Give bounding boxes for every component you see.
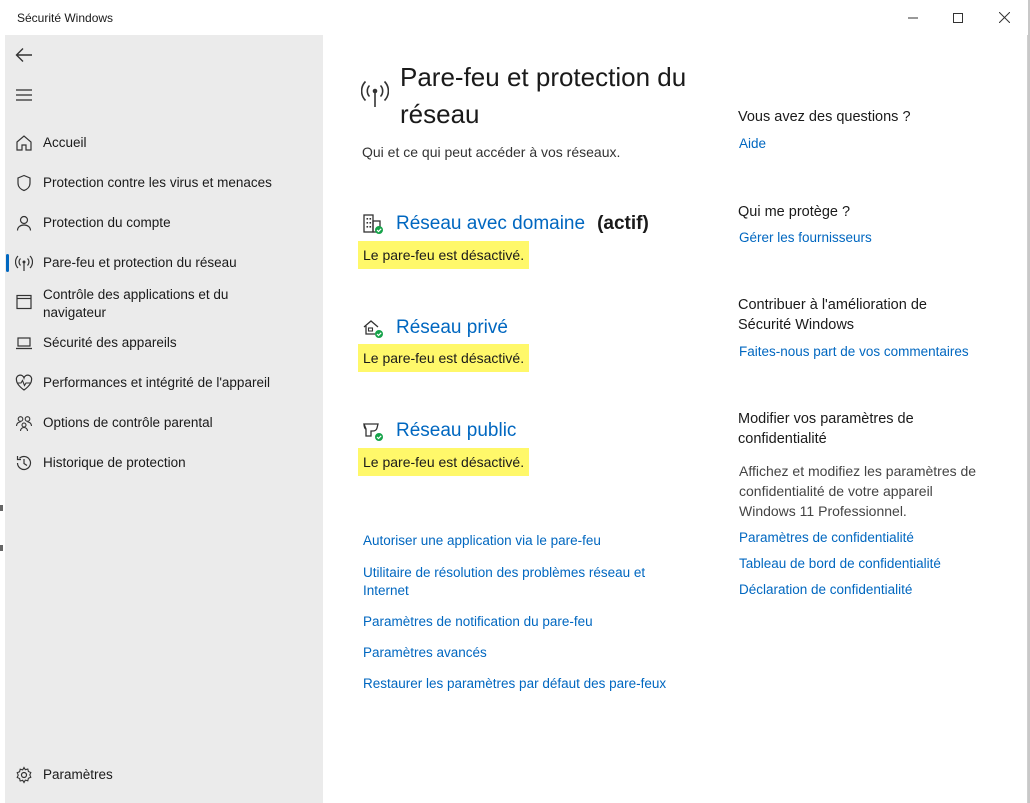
home-icon xyxy=(15,134,33,152)
sidebar-item-label: Contrôle des applications et du navigateur xyxy=(43,287,229,320)
family-icon xyxy=(15,414,33,432)
antenna-icon xyxy=(15,254,33,272)
firewall-notification-settings-link[interactable]: Paramètres de notification du pare-feu xyxy=(363,614,593,629)
who-protects-heading: Qui me protège ? xyxy=(738,204,851,220)
network-troubleshooter-link[interactable]: Utilitaire de résolution des problèmes réseau et Internet xyxy=(363,565,646,598)
sidebar-item-account-protection[interactable] xyxy=(5,203,323,243)
private-network-link[interactable]: Réseau privé xyxy=(396,317,508,338)
antenna-icon xyxy=(361,79,389,109)
back-button[interactable] xyxy=(14,45,34,65)
laptop-icon xyxy=(15,334,33,352)
sidebar-item-protection-history[interactable] xyxy=(5,443,323,483)
privacy-statement-link[interactable]: Déclaration de confidentialité xyxy=(739,582,913,597)
private-firewall-status: Le pare-feu est désactivé. xyxy=(358,344,529,372)
privacy-heading: Modifier vos paramètres de confidentialité xyxy=(738,411,914,447)
sidebar xyxy=(5,35,323,803)
improve-heading: Contribuer à l'amélioration de Sécurité Windows xyxy=(738,297,927,333)
page-subtitle: Qui et ce qui peut accéder à vos réseaux. xyxy=(362,144,621,160)
sidebar-item-label: Options de contrôle parental xyxy=(43,415,213,430)
edge-mark xyxy=(0,545,3,551)
help-link[interactable]: Aide xyxy=(739,136,767,151)
sidebar-item-accueil[interactable] xyxy=(5,123,323,163)
allow-app-link[interactable]: Autoriser une application via le pare-feu xyxy=(363,533,601,548)
close-button[interactable] xyxy=(981,0,1027,35)
restore-defaults-link[interactable]: Restaurer les paramètres par défaut des pare-feux xyxy=(363,676,667,691)
window-title: Sécurité Windows xyxy=(17,11,114,25)
privacy-dashboard-link[interactable]: Tableau de bord de confidentialité xyxy=(739,556,941,571)
history-icon xyxy=(15,454,33,472)
minimize-icon xyxy=(908,13,918,23)
edge-mark xyxy=(0,505,3,511)
questions-heading: Vous avez des questions ? xyxy=(738,109,911,125)
public-network-link[interactable]: Réseau public xyxy=(396,420,517,441)
sidebar-item-parental-options[interactable] xyxy=(5,403,323,443)
minimize-button[interactable] xyxy=(890,0,936,35)
maximize-icon xyxy=(953,13,963,23)
domain-firewall-status: Le pare-feu est désactivé. xyxy=(358,241,529,269)
back-arrow-icon xyxy=(15,47,33,63)
domain-network-link[interactable]: Réseau avec domaine xyxy=(396,213,586,234)
sidebar-item-virus-protection[interactable] xyxy=(5,163,323,203)
main-content xyxy=(323,35,1028,803)
sidebar-item-label: Sécurité des appareils xyxy=(43,335,177,350)
menu-button[interactable] xyxy=(14,85,34,105)
privacy-settings-link[interactable]: Paramètres de confidentialité xyxy=(739,530,914,545)
hamburger-menu-icon xyxy=(16,89,32,101)
page-title: Pare-feu et protection du réseau xyxy=(400,62,687,129)
private-network-header[interactable] xyxy=(362,317,508,339)
person-icon xyxy=(15,214,33,232)
active-network-label: (actif) xyxy=(597,213,649,234)
advanced-settings-link[interactable]: Paramètres avancés xyxy=(363,645,487,660)
sidebar-item-label: Protection contre les virus et menaces xyxy=(43,175,272,190)
sidebar-item-device-security[interactable] xyxy=(5,323,323,363)
sidebar-item-label: Performances et intégrité de l'appareil xyxy=(43,375,270,390)
gear-icon xyxy=(15,766,33,784)
app-window-icon xyxy=(15,293,33,311)
close-icon xyxy=(999,12,1010,23)
shield-icon xyxy=(15,174,33,192)
sidebar-item-label: Pare-feu et protection du réseau xyxy=(43,255,237,270)
sidebar-item-label: Paramètres xyxy=(43,767,113,782)
title-bar xyxy=(0,0,1028,35)
public-firewall-status: Le pare-feu est désactivé. xyxy=(358,448,529,476)
private-network-icon xyxy=(362,317,384,339)
heart-pulse-icon xyxy=(15,374,33,392)
public-network-header[interactable] xyxy=(362,420,516,442)
sidebar-item-device-performance[interactable] xyxy=(5,363,323,403)
domain-network-header[interactable] xyxy=(362,213,649,235)
feedback-link[interactable]: Faites-nous part de vos commentaires xyxy=(739,344,969,359)
manage-providers-link[interactable]: Gérer les fournisseurs xyxy=(739,230,872,245)
sidebar-item-label: Historique de protection xyxy=(43,455,186,470)
sidebar-item-label: Protection du compte xyxy=(43,215,171,230)
sidebar-item-firewall[interactable] xyxy=(5,243,323,283)
public-network-icon xyxy=(362,420,384,442)
maximize-button[interactable] xyxy=(935,0,981,35)
sidebar-item-label: Accueil xyxy=(43,135,87,150)
privacy-description: Affichez et modifiez les paramètres de confidentialité de votre appareil Windows 11 Professionnel. xyxy=(739,463,977,519)
sidebar-item-settings[interactable] xyxy=(5,755,323,795)
domain-network-icon xyxy=(362,213,384,235)
